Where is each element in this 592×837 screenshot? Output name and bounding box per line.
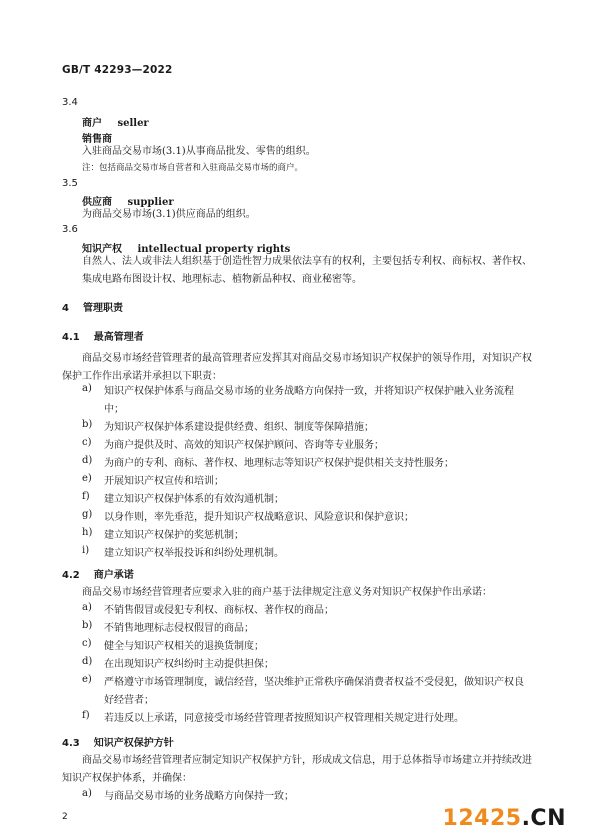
list-item-label: h) xyxy=(82,527,93,538)
term-en: seller xyxy=(117,118,149,129)
watermark-part1: 12425 xyxy=(442,806,522,831)
list-item-label: e) xyxy=(82,674,92,685)
list-item-text: 开展知识产权宣传和培训； xyxy=(104,476,224,487)
intro-4-2: 商品交易市场经营管理者应要求入驻的商户基于法律规定注意义务对知识产权保护作出承诺： xyxy=(82,587,492,598)
note-3-4: 注：包括商品交易市场自营者和入驻商品交易市场的商户。 xyxy=(82,163,304,173)
list-item-label: e) xyxy=(82,473,92,484)
intro-4-3: 商品交易市场经营管理者应制定知识产权保护方针，形成成文信息，用于总体指导市场建立并持续改进知识产权保护体系，并确保： xyxy=(62,755,532,784)
definition-3-4: 入驻商品交易市场(3.1)从事商品批发、零售的组织。 xyxy=(82,146,316,157)
list-item-text: 若违反以上承诺，同意接受市场经营管理者按照知识产权管理相关规定进行处理。 xyxy=(104,713,464,724)
list-item-label: c) xyxy=(82,437,92,448)
clause-number-3-6: 3.6 xyxy=(62,224,78,235)
list-item-text: 建立知识产权举报投诉和纠纷处理机制。 xyxy=(104,548,284,559)
term-cn: 供应商 xyxy=(82,197,112,208)
list-item-text: 建立知识产权保护体系的有效沟通机制； xyxy=(104,494,284,505)
list-item-text: 为商户的专利、商标、著作权、地理标志等知识产权保护提供相关支持性服务； xyxy=(104,458,454,469)
list-item-text: 知识产权保护体系与商品交易市场的业务战略方向保持一致，并将知识产权保护融入业务流程中； xyxy=(104,386,514,415)
section-heading-4 xyxy=(62,299,123,314)
list-item-label: a) xyxy=(82,602,92,613)
list-item-label: f) xyxy=(82,491,90,502)
list-item-label: i) xyxy=(82,545,90,556)
list-item-text: 为知识产权保护体系建设提供经费、组织、制度等保障措施； xyxy=(104,422,374,433)
clause-number-3-5: 3.5 xyxy=(62,178,78,189)
definition-3-5: 为商品交易市场(3.1)供应商品的组织。 xyxy=(82,209,256,220)
list-item-text: 不销售假冒或侵犯专利权、商标权、著作权的商品； xyxy=(104,605,334,616)
list-item-label: c) xyxy=(82,638,92,649)
list-item-label: b) xyxy=(82,620,93,631)
term-en: intellectual property rights xyxy=(137,244,291,255)
section-title: 最高管理者 xyxy=(93,332,144,343)
list-item-label: d) xyxy=(82,455,93,466)
section-heading-4-2 xyxy=(62,566,134,581)
section-number: 4.2 xyxy=(62,570,80,581)
section-number: 4 xyxy=(62,303,69,314)
section-title: 管理职责 xyxy=(82,303,123,314)
section-number: 4.3 xyxy=(62,738,80,749)
page-number: 2 xyxy=(62,812,68,822)
list-item-text: 建立知识产权保护的奖惩机制； xyxy=(104,530,244,541)
site-watermark-logo xyxy=(443,806,566,831)
watermark-part2: .CN xyxy=(521,806,566,831)
section-heading-4-3 xyxy=(62,734,174,749)
list-item-text: 健全与知识产权相关的退换货制度； xyxy=(104,641,264,652)
definition-3-6: 自然人、法人或非法人组织基于创造性智力成果依法享有的权利，主要包括专利权、商标权、著作权、集成电路布图设计权、地理标志、植物新品种权、商业秘密等。 xyxy=(82,256,532,285)
term-3-4 xyxy=(82,114,149,129)
section-title: 知识产权保护方针 xyxy=(93,738,174,749)
term-alt-3-4: 销售商 xyxy=(82,134,112,145)
intro-4-1: 商品交易市场经营管理者的最高管理者应发挥其对商品交易市场知识产权保护的领导作用，对知识产权保护工作作出承诺并承担以下职责： xyxy=(62,353,532,382)
list-item-label: g) xyxy=(82,509,93,520)
list-item-text: 以身作则，率先垂范，提升知识产权战略意识、风险意识和保护意识； xyxy=(104,512,414,523)
list-item-label: d) xyxy=(82,656,93,667)
section-number: 4.1 xyxy=(62,332,80,343)
list-item-label: a) xyxy=(82,788,92,799)
list-item-text: 与商品交易市场的业务战略方向保持一致； xyxy=(104,791,294,802)
list-item-text: 为商户提供及时、高效的知识产权保护顾问、咨询等专业服务； xyxy=(104,440,384,451)
section-heading-4-1 xyxy=(62,328,144,343)
list-item-label: a) xyxy=(82,383,92,394)
term-en: supplier xyxy=(127,197,174,208)
term-cn: 商户 xyxy=(82,118,102,129)
section-title: 商户承诺 xyxy=(93,570,134,581)
standard-code-header: GB/T 42293—2022 xyxy=(62,64,173,76)
list-item-text: 在出现知识产权纠纷时主动提供担保； xyxy=(104,659,274,670)
list-item-text: 严格遵守市场管理制度，诚信经营，坚决维护正常秩序确保消费者权益不受侵犯，做知识产权良好经营者； xyxy=(104,677,524,706)
list-item-text: 不销售地理标志侵权假冒的商品； xyxy=(104,623,254,634)
clause-number-3-4: 3.4 xyxy=(62,97,78,108)
list-item-label: b) xyxy=(82,419,93,430)
term-cn: 知识产权 xyxy=(82,244,122,255)
list-item-label: f) xyxy=(82,710,90,721)
